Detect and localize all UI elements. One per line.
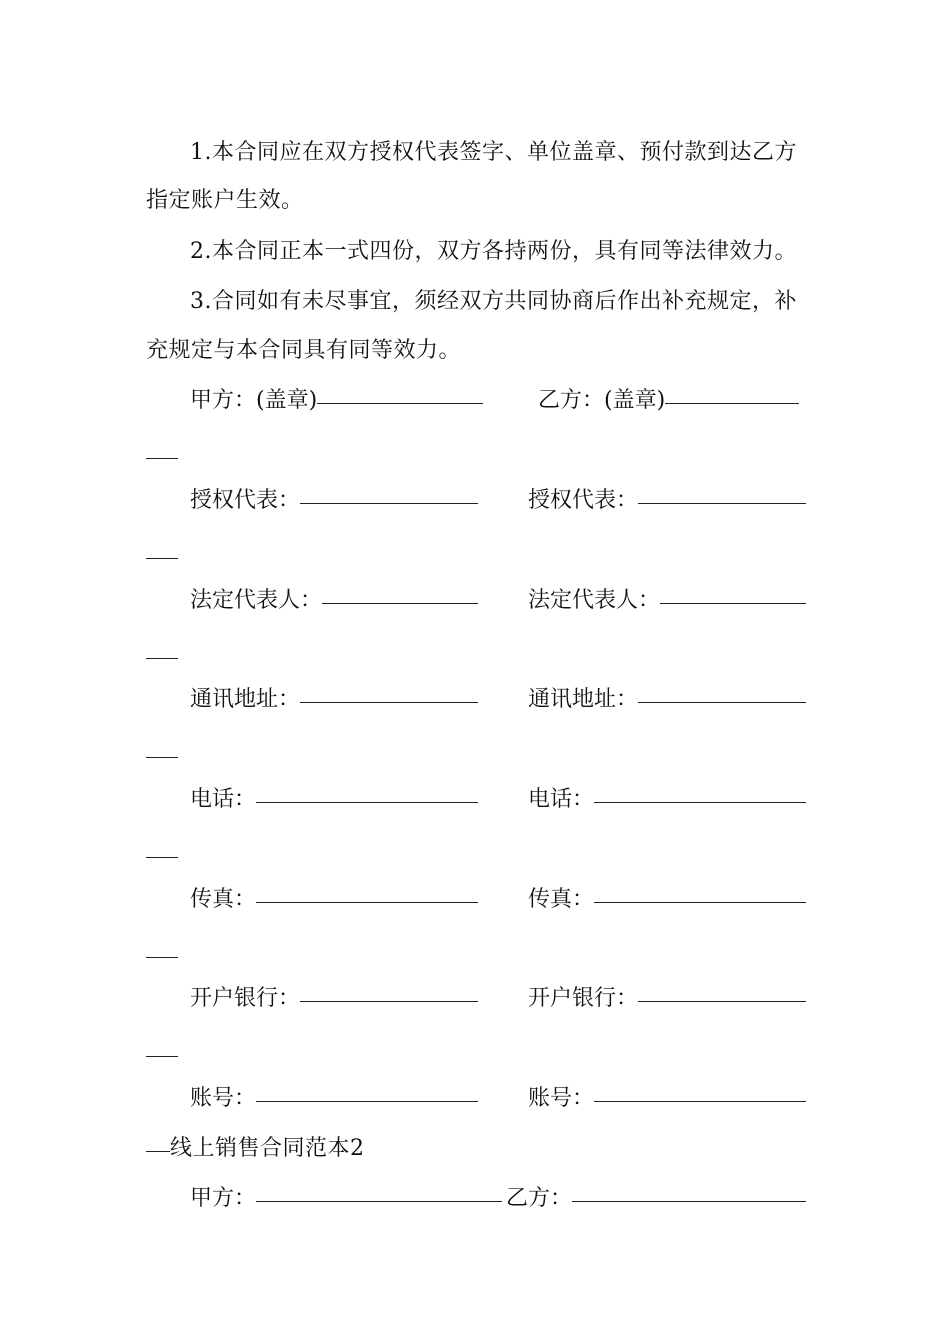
wrap-underline [146, 1056, 178, 1057]
section-2-title-row [146, 1134, 811, 1164]
party-a-fax-field [190, 885, 478, 915]
party-a-address-label: 通讯地址： [190, 687, 301, 712]
party-b-bank-blank[interactable] [638, 981, 806, 1002]
section-2-party-a-label: 甲方： [190, 1186, 257, 1211]
party-b-bank-field [528, 984, 806, 1014]
wrap-underline [146, 558, 178, 559]
party-b-seal-label: 乙方：(盖章) [538, 388, 666, 413]
party-a-address-field [190, 685, 478, 715]
party-a-legal-rep-blank[interactable] [322, 583, 478, 604]
wrap-underline [146, 757, 178, 758]
party-b-legal-rep-field [528, 586, 806, 616]
party-b-seal-field [538, 386, 799, 416]
party-b-fax-label: 传真： [528, 887, 595, 912]
party-b-authorized-rep-field [528, 486, 806, 516]
party-a-account-blank[interactable] [256, 1081, 478, 1102]
party-b-address-blank[interactable] [638, 682, 806, 703]
party-b-authorized-rep-label: 授权代表： [528, 488, 639, 513]
section-2-party-b-field [506, 1184, 806, 1214]
party-a-account-label: 账号： [190, 1086, 257, 1111]
party-a-authorized-rep-label: 授权代表： [190, 488, 301, 513]
party-b-address-field [528, 685, 806, 715]
clause-2-line-1: 2.本合同正本一式四份，双方各持两份，具有同等法律效力。 [190, 239, 797, 264]
party-b-account-field [528, 1084, 806, 1114]
party-a-account-field [190, 1084, 478, 1114]
party-b-phone-blank[interactable] [594, 782, 806, 803]
section-2-party-a-blank[interactable] [256, 1181, 502, 1202]
party-b-fax-field [528, 885, 806, 915]
wrap-underline [146, 658, 178, 659]
wrap-underline [146, 458, 178, 459]
party-b-fax-blank[interactable] [594, 882, 806, 903]
party-b-bank-label: 开户银行： [528, 986, 639, 1011]
clause-1-line-2: 指定账户生效。 [146, 188, 304, 213]
party-a-bank-field [190, 984, 478, 1014]
party-b-account-blank[interactable] [594, 1081, 806, 1102]
clause-1-line-1: 1.本合同应在双方授权代表签字、单位盖章、预付款到达乙方 [190, 140, 797, 165]
party-b-seal-blank[interactable] [665, 383, 799, 404]
party-a-authorized-rep-field [190, 486, 478, 516]
clause-3-line-2: 充规定与本合同具有同等效力。 [146, 338, 462, 363]
party-b-authorized-rep-blank[interactable] [638, 483, 806, 504]
wrap-underline [146, 857, 178, 858]
party-b-account-label: 账号： [528, 1086, 595, 1111]
party-a-phone-label: 电话： [190, 787, 257, 812]
party-a-seal-label: 甲方：(盖章) [190, 388, 318, 413]
section-2-title: 线上销售合同范本2 [170, 1136, 365, 1161]
party-a-bank-blank[interactable] [300, 981, 478, 1002]
party-a-legal-rep-label: 法定代表人： [190, 588, 323, 613]
party-a-bank-label: 开户银行： [190, 986, 301, 1011]
party-b-phone-label: 电话： [528, 787, 595, 812]
clause-3-line-1: 3.合同如有未尽事宜，须经双方共同协商后作出补充规定，补 [190, 289, 797, 314]
wrap-underline [146, 1131, 170, 1152]
party-b-address-label: 通讯地址： [528, 687, 639, 712]
section-2-party-b-blank[interactable] [572, 1181, 806, 1202]
party-a-authorized-rep-blank[interactable] [300, 483, 478, 504]
party-a-address-blank[interactable] [300, 682, 478, 703]
party-a-legal-rep-field [190, 586, 478, 616]
party-b-legal-rep-blank[interactable] [660, 583, 806, 604]
party-a-phone-blank[interactable] [256, 782, 478, 803]
wrap-underline [146, 957, 178, 958]
party-a-fax-label: 传真： [190, 887, 257, 912]
party-a-fax-blank[interactable] [256, 882, 478, 903]
section-2-party-b-label: 乙方： [506, 1186, 573, 1211]
section-2-party-a-field [190, 1184, 502, 1214]
party-a-phone-field [190, 785, 478, 815]
party-a-seal-field [190, 386, 483, 416]
party-b-phone-field [528, 785, 806, 815]
party-b-legal-rep-label: 法定代表人： [528, 588, 661, 613]
party-a-seal-blank[interactable] [317, 383, 483, 404]
